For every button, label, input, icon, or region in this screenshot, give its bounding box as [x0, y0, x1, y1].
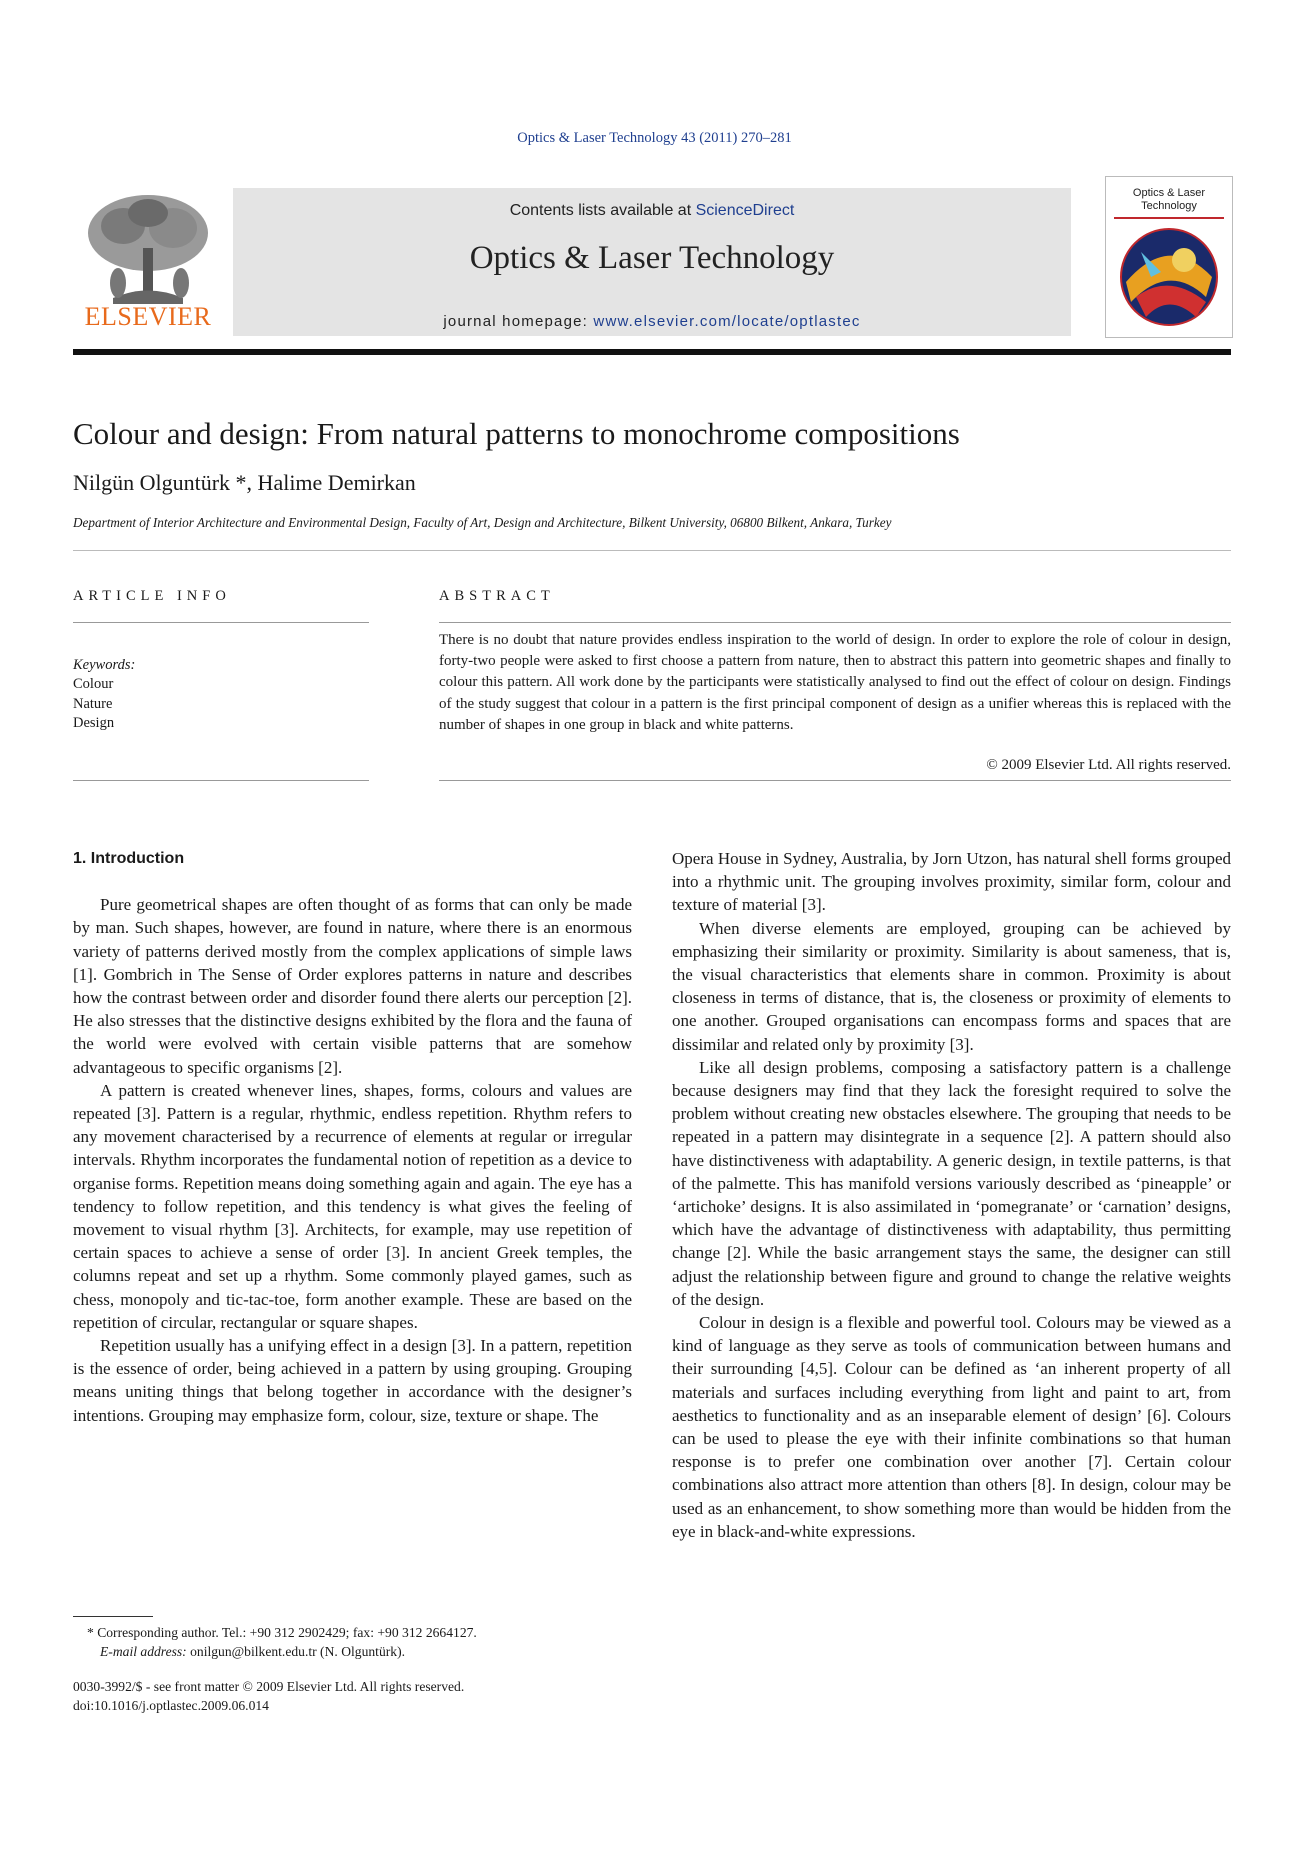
elsevier-logo[interactable]: [73, 188, 223, 336]
body-right-column: [672, 847, 1231, 1543]
email-note: [73, 1642, 632, 1661]
issn-line: 0030-3992/$ - see front matter © 2009 Elsevier Ltd. All rights reserved.: [73, 1679, 465, 1694]
footnote-rule: [73, 1616, 153, 1617]
abstract-copyright: © 2009 Elsevier Ltd. All rights reserved.: [986, 757, 1231, 773]
body-paragraph: When diverse elements are employed, grouping can be achieved by emphasizing their similarity or proximity. Similarity is about sameness, that is, the visual characteristics that elements share in common. Proximity is about closeness in terms of distance, that is, the closeness or proximity of elements to one another. Grouped organisations can encompass forms and spaces that are dissimilar and related only by proximity [3].: [672, 918, 1231, 1054]
abstract-text: There is no doubt that nature provides endless inspiration to the world of design. In order to explore the role of colour in design, forty-two people were asked to first choose a pattern from nature, then to abstract this pattern into geometric shapes and finally to colour this pattern. All work done by the participants were statistically analysed to find out the effect of colour on design. Findings of the study suggest that colour in a pattern is the first principal component of design as a unifier whereas this is replaced with the number of shapes in one group in black and white patterns.: [439, 632, 1231, 733]
email-address[interactable]: onilgun@bilkent.edu.tr (N. Olguntürk).: [186, 1644, 406, 1659]
cover-title: [1106, 187, 1232, 213]
article-authors: Nilgün Olguntürk *, Halime Demirkan: [73, 470, 416, 495]
elsevier-wordmark: ELSEVIER: [84, 302, 212, 331]
body-paragraph: Opera House in Sydney, Australia, by Jorn Utzon, has natural shell forms grouped into a rhythmic unit. The grouping involves proximity, similar form, colour and texture of material [3].: [672, 849, 1231, 915]
masthead: [73, 176, 1231, 336]
section-heading: 1. Introduction: [73, 850, 185, 867]
email-label: E-mail address:: [100, 1644, 187, 1659]
keyword-item: Design: [73, 715, 115, 731]
keyword-item: Colour: [73, 676, 114, 692]
journal-banner: [233, 188, 1071, 336]
footnote-block: [73, 1623, 632, 1661]
masthead-rule: [73, 349, 1231, 355]
body-left-column: [73, 847, 632, 1427]
keywords-label: Keywords:: [73, 657, 136, 673]
body-paragraph: A pattern is created whenever lines, shapes, forms, colours and values are repeated [3]. Pattern is a regular, rhythmic, endless repetition. Rhythm refers to any movement characterised by a recurrence of elements at regular or irregular intervals. Rhythm incorporates the fundamental notion of repetition as a device to organise forms. Repetition means doing something again and again. The eye has a tendency to follow repetition, and this tendency is what gives the feeling of movement to visual rhythm [3]. Architects, for example, may use repetition of certain spaces to achieve a sense of order [3]. In ancient Greek temples, the columns repeat and set up a rhythm. Some commonly played games, such as chess, monopoly and tic-tac-toe, form another example. These are based on the repetition of circular, rectangular or square shapes.: [73, 1080, 632, 1332]
abstract-bottom-rule: [439, 780, 1231, 781]
cover-title-line1: Optics & Laser: [1132, 187, 1206, 199]
author-affiliation: Department of Interior Architecture and Environmental Design, Faculty of Art, Design and Architecture, Bilkent University, 06800 Bilkent, Ankara, Turkey: [73, 515, 892, 530]
contents-prefix: Contents lists available at: [509, 202, 696, 219]
sciencedirect-link[interactable]: ScienceDirect: [695, 202, 795, 219]
abstract-top-rule: [439, 622, 1231, 623]
keywords-list: [73, 675, 114, 734]
article-title: Colour and design: From natural patterns to monochrome compositions: [73, 416, 960, 451]
homepage-line: [233, 313, 1071, 330]
body-paragraph: Like all design problems, composing a satisfactory pattern is a challenge because designers may find that they lack the foresight required to solve the problem without creating new obstacles elsewhere. The grouping that needs to be repeated in a pattern may disintegrate in a sequence [2]. A pattern should also have distinctiveness with adaptability. A generic design, in textile patterns, is that of the palmette. This has manifold versions variously described as ‘pineapple’ or ‘artichoke’ designs. It is also assimilated in ‘pomegranate’ or ‘carnation’ designs, which have the advantage of distinctiveness with adaptability, thus permitting change [2]. While the basic arrangement stays the same, the designer can still adjust the relationship between figure and ground to change the relative weights of the design.: [672, 1057, 1231, 1309]
corresponding-author-note: * Corresponding author. Tel.: +90 312 2902429; fax: +90 312 2664127.: [87, 1625, 477, 1640]
body-paragraph: Colour in design is a flexible and powerful tool. Colours may be viewed as a kind of language as they serve as tools of communication between humans and their surrounding [4,5]. Colour can be defined as ‘an inherent property of all materials and surfaces including everything from light and paint to art, from aesthetics to functionality and as an inseparable element of design’ [6]. Colours can be used to please the eye with their infinite combinations so that human response is to prefer one combination over another [7]. Certain colour combinations also attract more attention than others [8]. In design, colour may be used as an enhancement, to show something more than would be hidden from the eye in black-and-white expressions.: [672, 1313, 1231, 1541]
journal-citation[interactable]: Optics & Laser Technology 43 (2011) 270–281: [517, 130, 792, 146]
article-info-bottom-rule: [73, 780, 369, 781]
body-paragraph: Pure geometrical shapes are often thought of as forms that can only be made by man. Such shapes, however, are found in nature, where there is an enormous variety of patterns derived mostly from the complex applications of simple laws [1]. Gombrich in The Sense of Order explores patterns in nature and describes how the contrast between order and disorder found there alerts our perception [2]. He also stresses that the distinctive designs exhibited by the flora and the fauna of the world were evolved with certain visible patterns that are somehow advantageous to specific organisms [2].: [73, 895, 632, 1077]
cover-title-line2: Technology: [1141, 200, 1197, 212]
front-matter: [73, 1677, 673, 1715]
body-paragraph: Repetition usually has a unifying effect in a design [3]. In a pattern, repetition is the essence of order, being achieved in a pattern by using grouping. Grouping means uniting things that belong together in accordance with the designer’s intentions. Grouping may emphasize form, colour, size, texture or shape. The: [73, 1336, 632, 1425]
homepage-prefix: journal homepage:: [443, 313, 594, 330]
article-info-top-rule: [73, 622, 369, 623]
contents-line: [233, 202, 1071, 220]
journal-name: Optics & Laser Technology: [469, 240, 835, 276]
doi-line[interactable]: doi:10.1016/j.optlastec.2009.06.014: [73, 1698, 269, 1713]
homepage-link[interactable]: www.elsevier.com/locate/optlastec: [593, 313, 861, 330]
cover-red-bar: [1114, 217, 1224, 219]
keyword-item: Nature: [73, 695, 113, 712]
title-divider: [73, 550, 1231, 551]
article-info-heading: ARTICLE INFO: [73, 588, 231, 604]
cover-art-icon: [1106, 222, 1232, 332]
abstract-heading: ABSTRACT: [439, 588, 555, 604]
journal-cover-thumbnail[interactable]: [1105, 176, 1233, 338]
